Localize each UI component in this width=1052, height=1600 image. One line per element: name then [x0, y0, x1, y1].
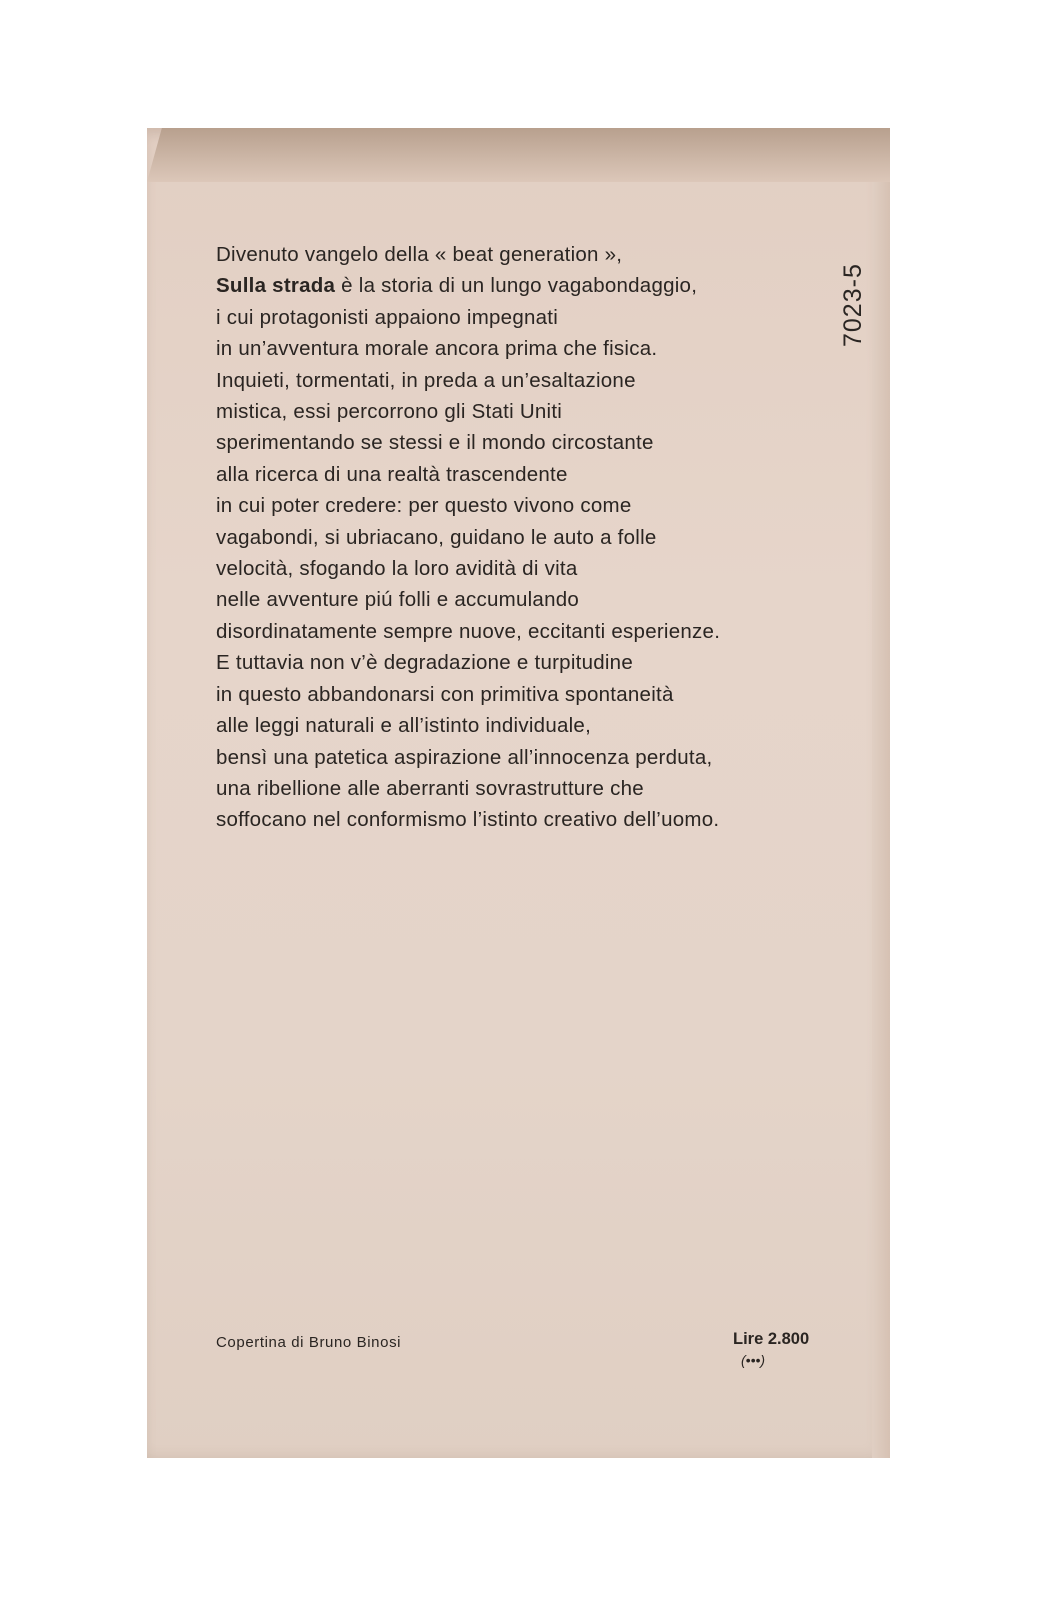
- blurb-line: bensì una patetica aspirazione all’innocenza perduta,: [216, 745, 713, 769]
- book-title-inline: Sulla strada: [216, 274, 336, 298]
- catalog-code: 7023-5: [839, 263, 867, 347]
- cover-credit: Copertina di Bruno Binosi: [216, 1334, 402, 1351]
- blurb-text: [216, 239, 856, 836]
- blurb-line: nelle avventure piú folli e accumulando: [216, 588, 580, 612]
- blurb-line-rest: è la storia di un lungo vagabondaggio,: [335, 274, 698, 298]
- blurb-line: i cui protagonisti appaiono impegnati: [216, 305, 559, 329]
- blurb-line: in cui poter credere: per questo vivono come: [216, 494, 632, 518]
- blurb-line: mistica, essi percorrono gli Stati Uniti: [216, 400, 563, 424]
- book-spine-edge: [872, 182, 890, 1458]
- blurb-line: Divenuto vangelo della « beat generation »,: [216, 243, 623, 266]
- blurb-line: in questo abbandonarsi con primitiva spontaneità: [216, 682, 674, 706]
- blurb-line: in un’avventura morale ancora prima che fisica.: [216, 337, 658, 361]
- blurb-line: una ribellione alle aberranti sovrastrutture che: [216, 776, 644, 800]
- blurb-line: alla ricerca di una realtà trascendente: [216, 462, 568, 486]
- blurb-line: [216, 270, 856, 301]
- blurb-line: vagabondi, si ubriacano, guidano le auto a folle: [216, 525, 657, 549]
- price-mark: (•••): [741, 1352, 766, 1368]
- price: Lire 2.800: [733, 1330, 810, 1348]
- blurb-line: disordinatamente sempre nuove, eccitanti esperienze.: [216, 619, 721, 643]
- blurb-line: alle leggi naturali e all’istinto individuale,: [216, 714, 592, 738]
- book-top-edge: [147, 128, 890, 182]
- blurb-line: E tuttavia non v’è degradazione e turpitudine: [216, 651, 633, 675]
- blurb-line: sperimentando se stessi e il mondo circostante: [216, 431, 654, 455]
- blurb-line: soffocano nel conformismo l’istinto creativo dell’uomo.: [216, 808, 720, 832]
- blurb-line: velocità, sfogando la loro avidità di vita: [216, 557, 578, 581]
- blurb-line: Inquieti, tormentati, in preda a un’esaltazione: [216, 368, 636, 392]
